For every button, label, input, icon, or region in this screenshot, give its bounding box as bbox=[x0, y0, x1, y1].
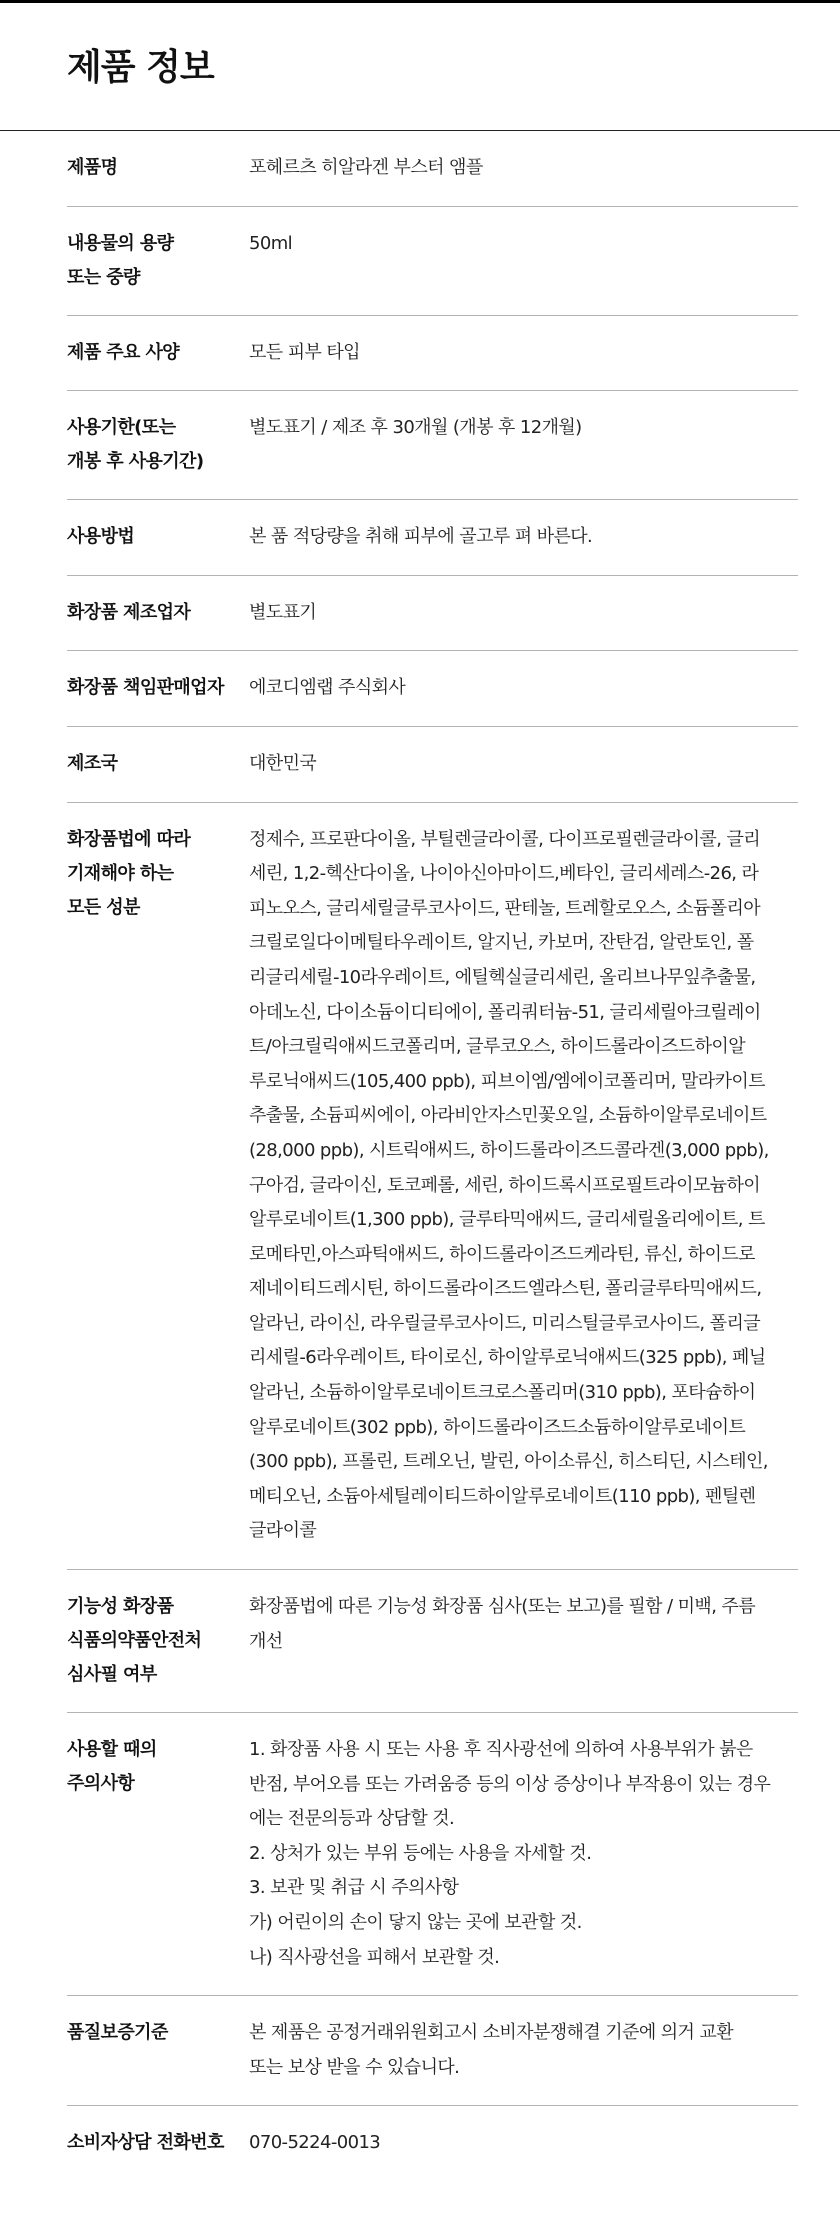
row-value: 정제수, 프로판다이올, 부틸렌글라이콜, 다이프로필렌글라이콜, 글리 세린, 1,2-헥산다이올, 나이아신아마이드,베타인, 글리세레스-26, 라 피노오스, 글리세릴글루코사이드, 판테놀, 트레할로오스, 소듐폴리아 크릴로일다이메틸타우레이트, 알지닌, 카보머, 잔탄검, 알란토인, 폴 리글리세릴-10라우레이트, 에틸헥실글리세린, 올리브나무잎추출물, 아데노신, 다이소듐이디티에이, 폴리쿼터늄-51, 글리세릴아크릴레이 트/아크릴릭애씨드코폴리머, 글루코오스, 하이드롤라이즈드하이알 루로닉애씨드(105,400 ppb), 피브이엠/엠에이코폴리머, 말라카이트 추출물, 소듐피씨에이, 아라비안자스민꽃오일, 소듐하이알루로네이트 (28,000 ppb), 시트릭애씨드, 하이드롤라이즈드콜라겐(3,000 ppb), 구아검, 글라이신, 토코페롤, 세린, 하이드록시프로필트라이모늄하이 알루로네이트(1,300 ppb), 글루타믹애씨드, 글리세릴올리에이트, 트 로메타민,아스파틱애씨드, 하이드롤라이즈드케라틴, 류신, 하이드로 제네이티드레시틴, 하이드롤라이즈드엘라스틴, 폴리글루타믹애씨드, 알라닌, 라이신, 라우릴글루코사이드, 미리스틸글루코사이드, 폴리글 리세릴-6라우레이트, 타이로신, 하이알루로닉애씨드(325 ppb), 페닐 알라닌, 소듐하이알루로네이트크로스폴리머(310 ppb), 포타슘하이 알루로네이트(302 ppb), 하이드롤라이즈드소듐하이알루로네이트 (300 ppb), 프롤린, 트레오닌, 발린, 아이소류신, 히스티딘, 시스테인, 메티오닌, 소듐아세틸레이티드하이알루로네이트(110 ppb), 펜틸렌 글라이콜 bbox=[249, 828, 769, 1542]
row-value: 별도표기 bbox=[249, 601, 317, 623]
row-value: 모든 피부 타입 bbox=[249, 341, 360, 363]
top-border bbox=[0, 0, 840, 3]
row-value: 별도표기 / 제조 후 30개월 (개봉 후 12개월) bbox=[249, 417, 582, 439]
row-label: 화장품 책임판매업자 bbox=[67, 677, 224, 699]
row-volume bbox=[67, 207, 798, 316]
row-value: 포헤르츠 히알라겐 부스터 앰플 bbox=[249, 157, 483, 178]
row-label: 화장품법에 따라 기재해야 하는 모든 성분 bbox=[67, 828, 191, 918]
row-usage bbox=[67, 500, 798, 576]
row-precautions bbox=[67, 1713, 798, 1996]
row-distributor bbox=[67, 651, 798, 727]
row-label: 사용할 때의 주의사항 bbox=[67, 1739, 157, 1795]
row-expiry bbox=[67, 391, 798, 500]
row-value: 에코디엠랩 주식회사 bbox=[249, 677, 406, 699]
row-label: 품질보증기준 bbox=[67, 2022, 168, 2044]
row-label: 기능성 화장품 식품의약품안전처 심사필 여부 bbox=[67, 1596, 202, 1686]
row-ingredients bbox=[67, 803, 798, 1570]
row-label: 제품 주요 사양 bbox=[67, 341, 180, 363]
row-quality-guarantee bbox=[67, 1996, 798, 2106]
row-country bbox=[67, 727, 798, 803]
row-label: 사용방법 bbox=[67, 526, 135, 548]
row-value: 50ml bbox=[249, 232, 293, 254]
row-manufacturer bbox=[67, 576, 798, 652]
row-label: 제품명 bbox=[67, 157, 118, 178]
row-consumer-phone bbox=[67, 2106, 798, 2181]
product-info-table bbox=[67, 131, 798, 2181]
row-value: 1. 화장품 사용 시 또는 사용 후 직사광선에 의하여 사용부위가 붉은 반점, 부어오름 또는 가려움증 등의 이상 증상이나 부작용이 있는 경우 에는 전문의등과 상담할 것. 2. 상처가 있는 부위 등에는 사용을 자세할 것. 3. 보관 및 취급 시 주의사항 가) 어린이의 손이 닿지 않는 곳에 보관할 것. 나) 직사광선을 피해서 보관할 것. bbox=[249, 1739, 771, 1968]
row-value: 본 품 적당량을 취해 피부에 골고루 펴 바른다. bbox=[249, 526, 593, 548]
row-functional-cosmetic bbox=[67, 1570, 798, 1713]
row-label: 소비자상담 전화번호 bbox=[67, 2132, 224, 2154]
row-main-spec bbox=[67, 316, 798, 392]
row-value: 대한민국 bbox=[249, 752, 317, 774]
row-value: 070-5224-0013 bbox=[249, 2132, 381, 2154]
row-label: 제조국 bbox=[67, 752, 118, 774]
row-label: 화장품 제조업자 bbox=[67, 601, 191, 623]
row-label: 내용물의 용량 또는 중량 bbox=[67, 232, 174, 288]
page-title: 제품 정보 bbox=[67, 47, 214, 88]
row-value: 화장품법에 따른 기능성 화장품 심사(또는 보고)를 필함 / 미백, 주름 개선 bbox=[249, 1596, 756, 1652]
row-value: 본 제품은 공정거래위원회고시 소비자분쟁해결 기준에 의거 교환 또는 보상 받을 수 있습니다. bbox=[249, 2022, 734, 2078]
row-label: 사용기한(또는 개봉 후 사용기간) bbox=[67, 417, 204, 473]
row-product-name bbox=[67, 131, 798, 207]
